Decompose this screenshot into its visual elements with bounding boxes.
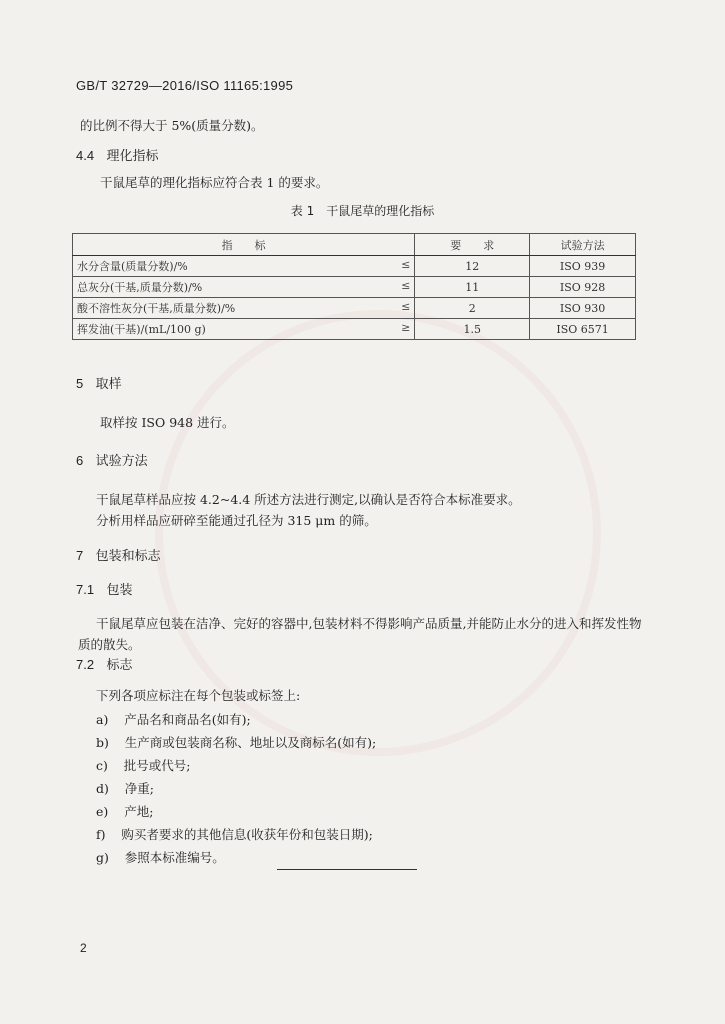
indicator-name: 水分含量(质量分数)/% (77, 260, 188, 273)
standard-code-header: GB/T 32729—2016/ISO 11165:1995 (76, 78, 294, 93)
list-text: 批号或代号; (123, 758, 191, 773)
comparison-symbol: ≤ (401, 279, 411, 292)
requirement-value: 11 (415, 277, 530, 298)
list-text: 购买者要求的其他信息(收获年份和包装日期); (121, 827, 373, 842)
comparison-symbol: ≥ (401, 321, 411, 334)
section-number: 7.2 (76, 657, 95, 672)
table-header-row (73, 234, 636, 256)
section-title: 取样 (95, 377, 122, 392)
section-number: 5 (76, 376, 84, 391)
section-5-body: 取样按 ISO 948 进行。 (100, 415, 235, 430)
test-method: ISO 6571 (530, 319, 636, 340)
list-item (96, 827, 373, 843)
section-number: 7 (76, 548, 84, 563)
table-row (73, 319, 636, 340)
list-item (96, 804, 153, 820)
section-number: 6 (76, 453, 84, 468)
section-number: 4.4 (76, 148, 95, 163)
indicator-cell (73, 298, 415, 319)
section-title: 试验方法 (95, 454, 148, 469)
requirement-value: 1.5 (415, 319, 530, 340)
marking-intro: 下列各项应标注在每个包装或标签上: (96, 688, 301, 703)
list-text: 产品名和商品名(如有); (124, 712, 251, 727)
section-6-heading (76, 453, 148, 470)
section-7-1-body: 干鼠尾草应包装在洁净、完好的容器中,包装材料不得影响产品质量,并能防止水分的进入和挥发性物质的散失。 (78, 616, 642, 652)
list-marker: g) (96, 850, 109, 865)
list-text: 参照本标准编号。 (124, 850, 225, 865)
list-item (96, 758, 191, 774)
end-rule-divider (277, 869, 417, 870)
comparison-symbol: ≤ (401, 258, 411, 271)
table-row (73, 298, 636, 319)
table-row (73, 277, 636, 298)
section-title: 标志 (106, 658, 133, 673)
section-6-body-1: 干鼠尾草样品应按 4.2~4.4 所述方法进行测定,以确认是否符合本标准要求。 (96, 492, 521, 507)
comparison-symbol: ≤ (401, 300, 411, 313)
list-item (96, 735, 376, 751)
section-4-4-heading (76, 148, 159, 165)
requirement-value: 2 (415, 298, 530, 319)
section-5-heading (76, 376, 122, 393)
header-cell-indicator: 指 标 (73, 234, 415, 256)
continuation-text: 的比例不得大于 5%(质量分数)。 (80, 118, 264, 133)
section-title: 理化指标 (106, 149, 159, 164)
page-number: 2 (80, 941, 87, 955)
indicator-cell (73, 277, 415, 298)
section-4-4-body: 干鼠尾草的理化指标应符合表 1 的要求。 (100, 175, 329, 190)
header-cell-method: 试验方法 (530, 234, 636, 256)
list-item (96, 712, 251, 728)
test-method: ISO 939 (530, 256, 636, 277)
section-7-heading (76, 548, 161, 565)
list-text: 产地; (124, 804, 154, 819)
indicator-name: 挥发油(干基)/(mL/100 g) (77, 323, 206, 336)
table-row (73, 256, 636, 277)
indicator-name: 总灰分(干基,质量分数)/% (77, 281, 203, 294)
test-method: ISO 928 (530, 277, 636, 298)
list-marker: b) (96, 735, 109, 750)
list-text: 净重; (124, 781, 155, 796)
list-marker: d) (96, 781, 109, 796)
header-cell-requirement: 要 求 (415, 234, 530, 256)
requirement-value: 12 (415, 256, 530, 277)
test-method: ISO 930 (530, 298, 636, 319)
indicator-name: 酸不溶性灰分(干基,质量分数)/% (77, 302, 236, 315)
indicator-cell (73, 319, 415, 340)
section-title: 包装 (106, 583, 133, 598)
section-7-1-heading (76, 582, 133, 599)
table-1 (72, 233, 636, 340)
table-1-caption: 表 1 干鼠尾草的理化指标 (290, 204, 435, 218)
section-number: 7.1 (76, 582, 95, 597)
indicator-cell (73, 256, 415, 277)
section-7-2-heading (76, 657, 133, 674)
list-marker: a) (96, 712, 109, 727)
section-6-body-2: 分析用样品应研碎至能通过孔径为 315 μm 的筛。 (96, 513, 377, 528)
list-text: 生产商或包装商名称、地址以及商标名(如有); (124, 735, 377, 750)
list-marker: f) (96, 827, 106, 842)
section-title: 包装和标志 (95, 549, 161, 564)
list-item (96, 781, 154, 797)
list-marker: c) (96, 758, 108, 773)
list-marker: e) (96, 804, 109, 819)
list-item (96, 850, 225, 866)
